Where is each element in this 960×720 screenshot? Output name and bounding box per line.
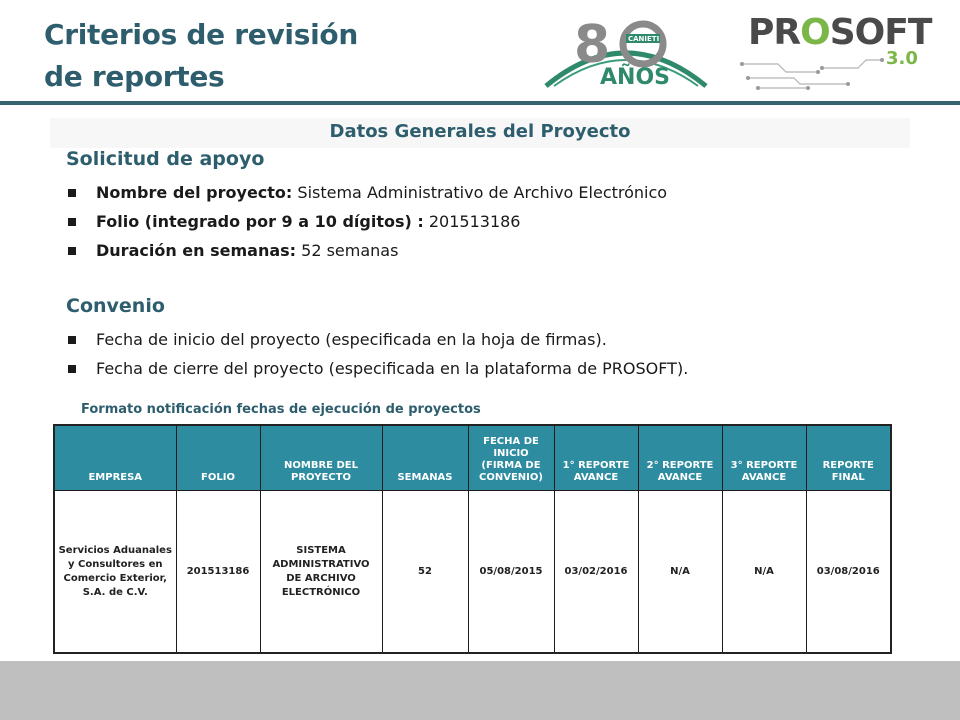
- column-header-reporte-3: 3° REPORTE AVANCE: [722, 425, 806, 491]
- table-caption: Formato notificación fechas de ejecución de proyectos: [81, 402, 481, 417]
- prosoft-pro: PR: [748, 12, 801, 53]
- anniversary-logo: [540, 14, 712, 90]
- prosoft-logo: [738, 10, 934, 94]
- item-label: Duración en semanas:: [96, 241, 297, 260]
- solicitud-list: [66, 178, 667, 265]
- convenio-heading: Convenio: [66, 295, 165, 317]
- prosoft-version: 3.0: [886, 48, 918, 69]
- bullet-square-icon: [68, 336, 76, 344]
- prosoft-wordmark: [748, 12, 931, 53]
- item-value: Sistema Administrativo de Archivo Electrónico: [292, 183, 668, 202]
- slide-title-line1: Criterios de revisión: [44, 18, 358, 51]
- item-label: Nombre del proyecto:: [96, 183, 293, 202]
- cell-reporte-final: 03/08/2016: [806, 491, 891, 654]
- bullet-square-icon: [68, 189, 76, 197]
- convenio-list: [66, 325, 688, 383]
- section-title: Datos Generales del Proyecto: [329, 121, 631, 142]
- list-item: [66, 236, 667, 265]
- cell-folio: 201513186: [176, 491, 260, 654]
- cell-empresa: Servicios Aduanales y Consultores en Comercio Exterior, S.A. de C.V.: [54, 491, 176, 654]
- cell-semanas: 52: [382, 491, 468, 654]
- table-header-row: [54, 425, 891, 491]
- list-item: [66, 207, 667, 236]
- column-header-nombre: NOMBRE DEL PROYECTO: [260, 425, 382, 491]
- footer-band: [0, 661, 960, 720]
- column-header-folio: FOLIO: [176, 425, 260, 491]
- solicitud-heading: Solicitud de apoyo: [66, 148, 265, 170]
- item-value: 201513186: [423, 212, 521, 231]
- anniversary-number: 8: [574, 15, 611, 75]
- column-header-fecha-inicio: FECHA DE INICIO (FIRMA DE CONVENIO): [468, 425, 554, 491]
- prosoft-o: O: [800, 12, 830, 53]
- prosoft-soft: SOFT: [829, 12, 932, 53]
- list-item: [66, 354, 688, 383]
- column-header-empresa: EMPRESA: [54, 425, 176, 491]
- anniversary-logo-graphic: [540, 14, 712, 90]
- list-item: [66, 178, 667, 207]
- column-header-reporte-1: 1° REPORTE AVANCE: [554, 425, 638, 491]
- section-header: [50, 118, 910, 148]
- cell-reporte-2: N/A: [638, 491, 722, 654]
- title-divider: [0, 101, 960, 105]
- item-label: Folio (integrado por 9 a 10 dígitos) :: [96, 212, 424, 231]
- column-header-reporte-2: 2° REPORTE AVANCE: [638, 425, 722, 491]
- cell-nombre: SISTEMA ADMINISTRATIVO DE ARCHIVO ELECTRÓNICO: [260, 491, 382, 654]
- bullet-square-icon: [68, 247, 76, 255]
- anniversary-word: AÑOS: [600, 65, 670, 90]
- table-row: [54, 491, 891, 654]
- slide-title: [44, 14, 358, 98]
- item-value: 52 semanas: [296, 241, 399, 260]
- bullet-square-icon: [68, 365, 76, 373]
- column-header-reporte-final: REPORTE FINAL: [806, 425, 891, 491]
- table: [53, 424, 892, 654]
- item-text: Fecha de cierre del proyecto (especificada en la plataforma de PROSOFT).: [96, 359, 689, 378]
- bullet-square-icon: [68, 218, 76, 226]
- column-header-semanas: SEMANAS: [382, 425, 468, 491]
- item-text: Fecha de inicio del proyecto (especificada en la hoja de firmas).: [96, 330, 607, 349]
- cell-reporte-3: N/A: [722, 491, 806, 654]
- slide-title-line2: de reportes: [44, 60, 225, 93]
- cell-fecha-inicio: 05/08/2015: [468, 491, 554, 654]
- execution-dates-table: [53, 424, 890, 654]
- list-item: [66, 325, 688, 354]
- anniversary-badge: CANIETI: [628, 35, 660, 43]
- cell-reporte-1: 03/02/2016: [554, 491, 638, 654]
- circuit-lines-icon: [738, 54, 888, 94]
